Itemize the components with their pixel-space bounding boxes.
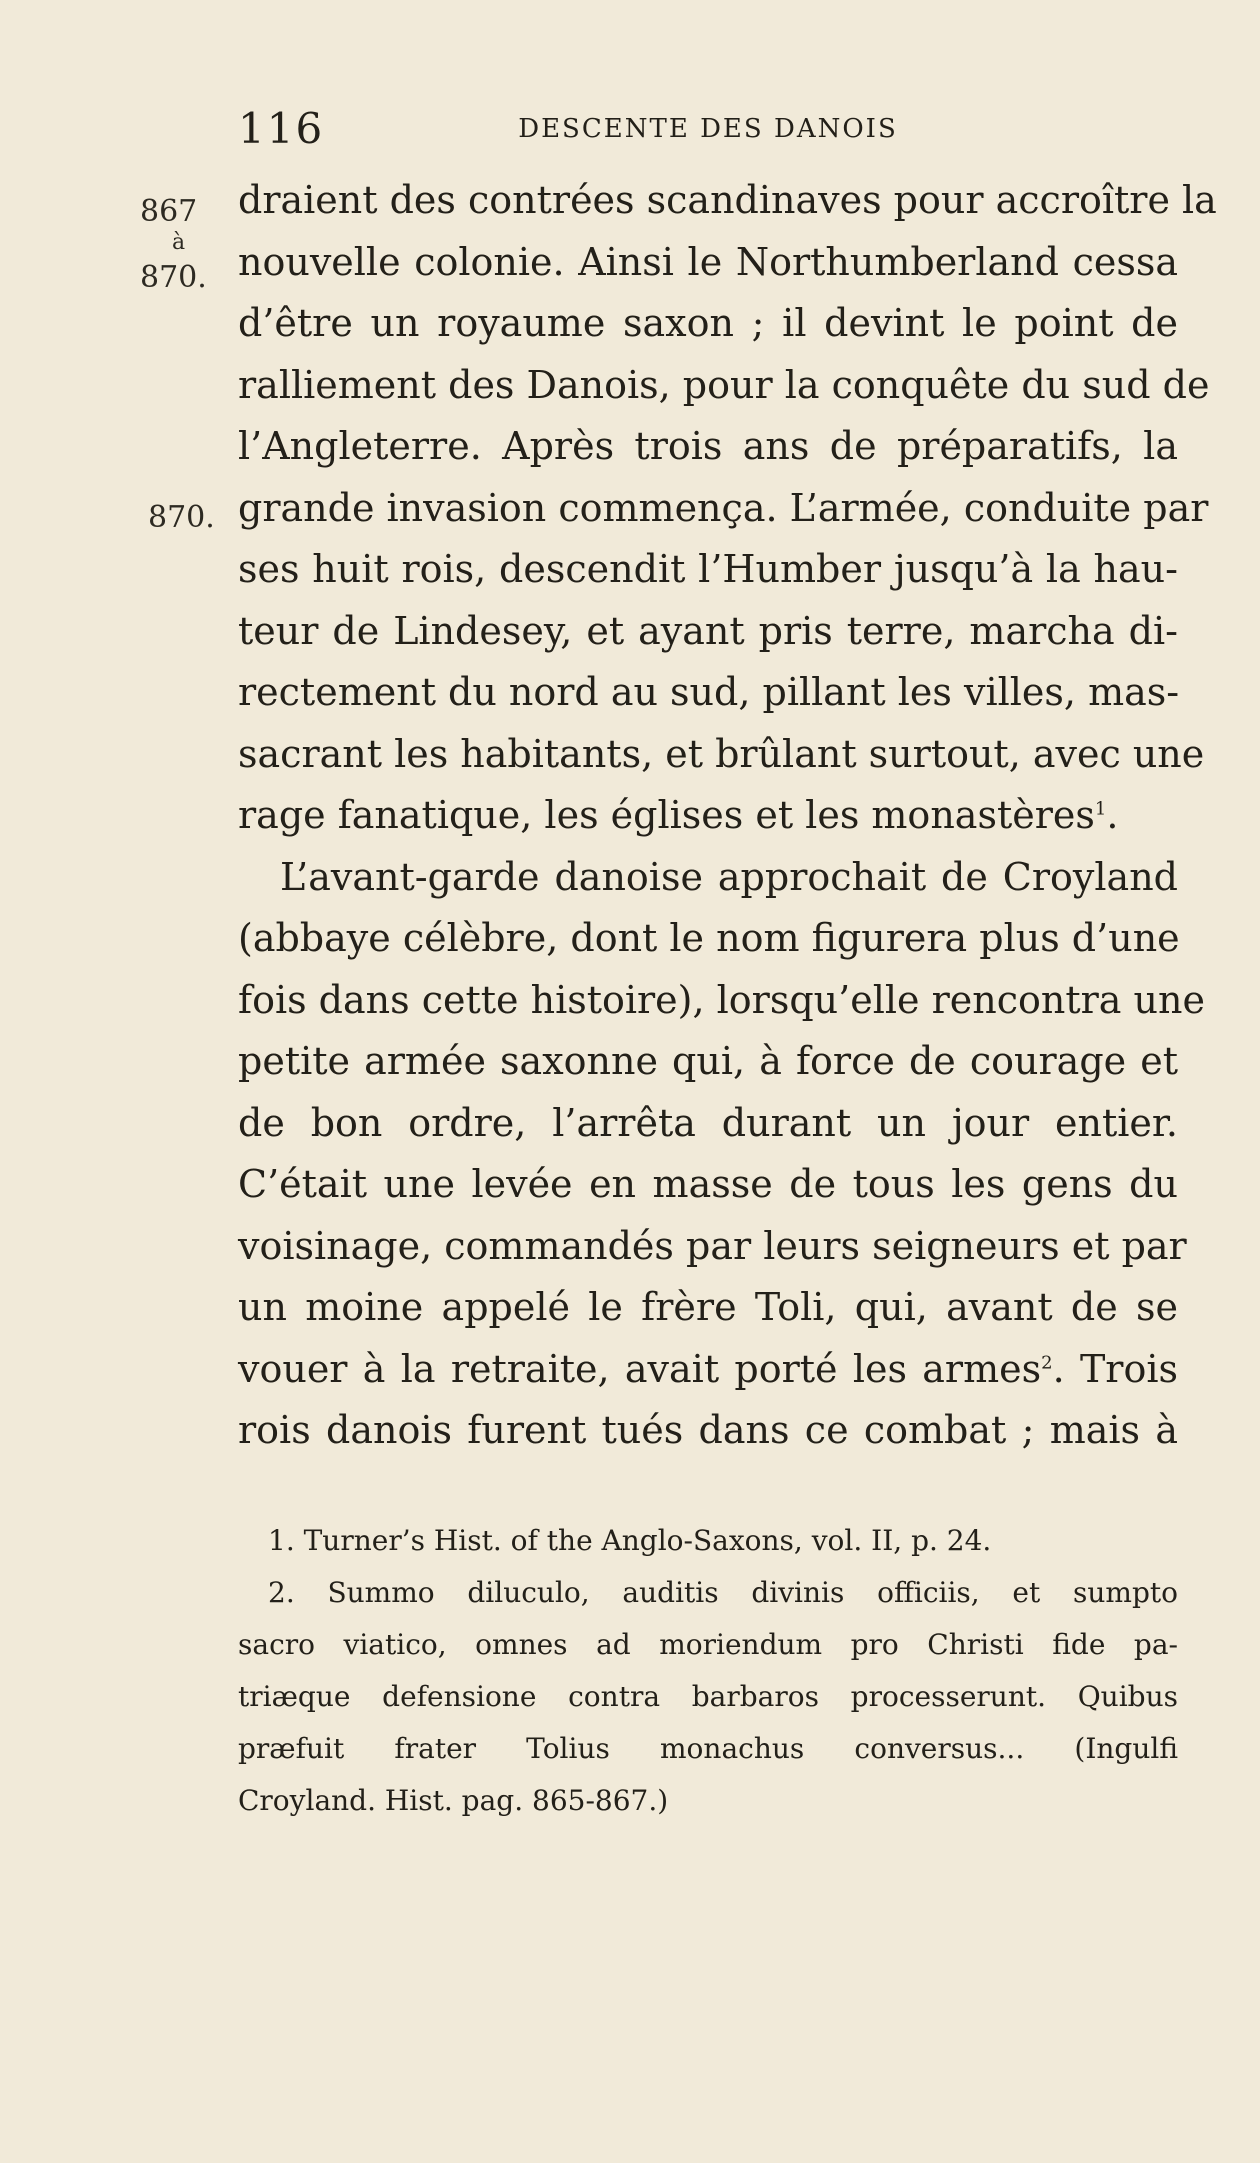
text-line: L’avant-garde danoise approchait de Croyland <box>280 854 1178 899</box>
margin-date-start: 867 <box>140 194 198 229</box>
footnotes <box>238 1515 1178 1827</box>
running-head: DESCENTE DES DANOIS <box>518 114 898 144</box>
footnote-line: sacro viatico, omnes ad moriendum pro Christi fide pa- <box>238 1628 1178 1661</box>
margin-date-end: 870. <box>140 260 207 295</box>
footnote-line: præfuit frater Tolius monachus conversus... (Ingulfi <box>238 1732 1178 1765</box>
footnote-line: Croyland. Hist. pag. 865-867.) <box>238 1784 669 1817</box>
text-line: rois danois furent tués dans ce combat ; mais à <box>238 1408 1178 1452</box>
text-segment: rage fanatique, les églises et les monastères <box>238 793 1095 837</box>
body-text <box>238 170 1217 1462</box>
text-line <box>238 785 1178 847</box>
page-number: 116 <box>238 104 325 153</box>
margin-date-invasion: 870. <box>148 500 215 535</box>
footnote-line: triæque defensione contra barbaros processerunt. Quibus <box>238 1680 1178 1713</box>
footnote-line: 2. Summo diluculo, auditis divinis officiis, et sumpto <box>268 1576 1178 1609</box>
text-line: voisinage, commandés par leurs seigneurs et par <box>238 1223 1187 1268</box>
page-header <box>238 104 1178 164</box>
text-segment: vouer à la retraite, avait porté les armes <box>238 1346 1042 1391</box>
text-line <box>238 1339 1178 1401</box>
text-line: C’était une levée en masse de tous les gens du <box>238 1162 1178 1206</box>
text-line: ses huit rois, descendit l’Humber jusqu’à la hau- <box>238 547 1178 591</box>
text-line: fois dans cette histoire), lorsqu’elle rencontra une <box>238 977 1205 1022</box>
footnote-line: 1. Turner’s Hist. of the Anglo-Saxons, vol. II, p. 24. <box>268 1524 992 1557</box>
text-line: grande invasion commença. L’armée, conduite par <box>238 485 1209 530</box>
text-line: de bon ordre, l’arrêta durant un jour entier. <box>238 1100 1178 1145</box>
text-line: d’être un royaume saxon ; il devint le point de <box>238 301 1178 345</box>
text-line: rectement du nord au sud, pillant les villes, mas- <box>238 670 1180 714</box>
text-line: teur de Lindesey, et ayant pris terre, marcha di- <box>238 608 1178 653</box>
footnote-ref: 1 <box>1094 798 1107 820</box>
text-segment: . <box>1106 793 1119 837</box>
text-line: draient des contrées scandinaves pour accroître la <box>238 178 1217 222</box>
text-segment: . Trois <box>1052 1346 1179 1391</box>
text-line: l’Angleterre. Après trois ans de préparatifs, la <box>238 424 1178 468</box>
text-line: nouvelle colonie. Ainsi le Northumberland cessa <box>238 239 1178 284</box>
footnote-ref: 2 <box>1041 1351 1053 1373</box>
text-line: ralliement des Danois, pour la conquête du sud de <box>238 362 1210 407</box>
text-line: sacrant les habitants, et brûlant surtout, avec une <box>238 731 1205 776</box>
text-line: (abbaye célèbre, dont le nom figurera plus d’une <box>238 916 1180 960</box>
text-line: un moine appelé le frère Toli, qui, avant de se <box>238 1285 1178 1329</box>
margin-date-connector: à <box>172 230 186 255</box>
text-line: petite armée saxonne qui, à force de courage et <box>238 1039 1178 1083</box>
